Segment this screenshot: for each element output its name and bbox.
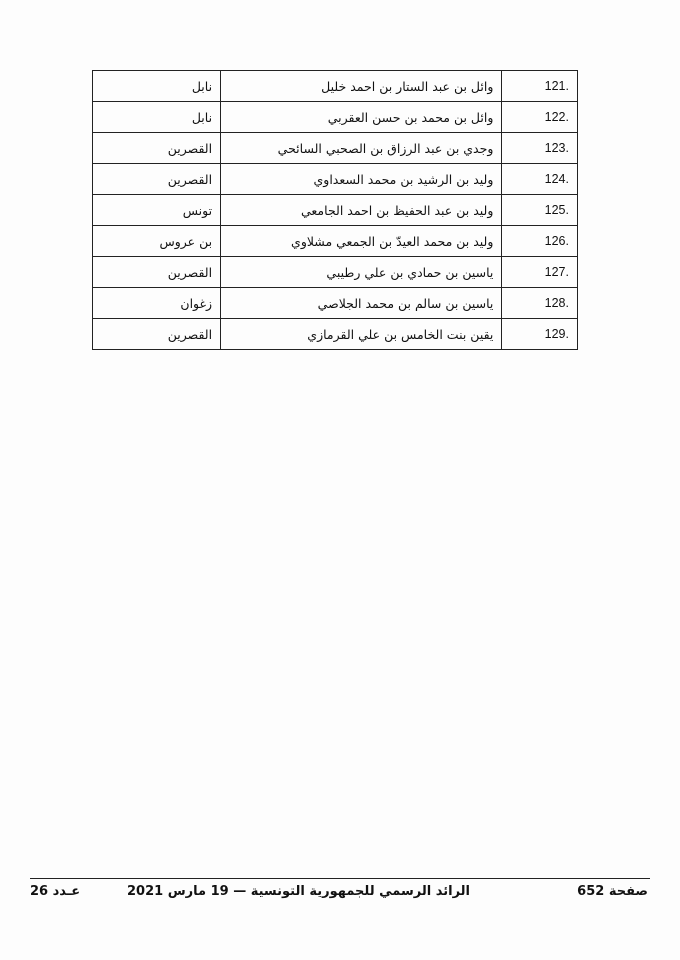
table-row [93, 288, 578, 319]
person-name: وائل بن عبد الستار بن احمد خليل [221, 71, 502, 102]
row-number: 129. [502, 319, 578, 350]
governorate: نابل [93, 102, 221, 133]
table-row [93, 319, 578, 350]
row-number: 128. [502, 288, 578, 319]
person-name: وليد بن عبد الحفيظ بن احمد الجامعي [221, 195, 502, 226]
governorate: القصرين [93, 319, 221, 350]
issue-number: عـدد 26 [30, 884, 81, 899]
governorate: بن عروس [93, 226, 221, 257]
table-row [93, 102, 578, 133]
table-row [93, 195, 578, 226]
row-number: 126. [502, 226, 578, 257]
table-row [93, 133, 578, 164]
row-number: 121. [502, 71, 578, 102]
person-name: ياسين بن حمادي بن علي رطيبي [221, 257, 502, 288]
governorate: القصرين [93, 164, 221, 195]
person-name: ياسين بن سالم بن محمد الجلاصي [221, 288, 502, 319]
row-number: 125. [502, 195, 578, 226]
person-name: وائل بن محمد بن حسن العقربي [221, 102, 502, 133]
governorate: القصرين [93, 257, 221, 288]
gazette-title-date: الرائد الرسمي للجمهورية التونسية — 19 مارس 2021 [126, 884, 470, 899]
page-footer [30, 884, 650, 904]
governorate: تونس [93, 195, 221, 226]
person-name: يقين بنت الخامس بن علي القرمازي [221, 319, 502, 350]
governorate: نابل [93, 71, 221, 102]
table-row [93, 164, 578, 195]
person-name: وليد بن محمد العيدّ بن الجمعي مشلاوي [221, 226, 502, 257]
governorate: زغوان [93, 288, 221, 319]
table-row [93, 226, 578, 257]
footer-divider [30, 878, 650, 879]
table-row [93, 257, 578, 288]
row-number: 127. [502, 257, 578, 288]
row-number: 122. [502, 102, 578, 133]
page-number: صفحة 652 [577, 884, 648, 899]
person-name: وجدي بن عبد الرزاق بن الصحبي السائحي [221, 133, 502, 164]
governorate: القصرين [93, 133, 221, 164]
person-name: وليد بن الرشيد بن محمد السعداوي [221, 164, 502, 195]
row-number: 124. [502, 164, 578, 195]
table-row [93, 71, 578, 102]
row-number: 123. [502, 133, 578, 164]
names-table [92, 70, 578, 350]
